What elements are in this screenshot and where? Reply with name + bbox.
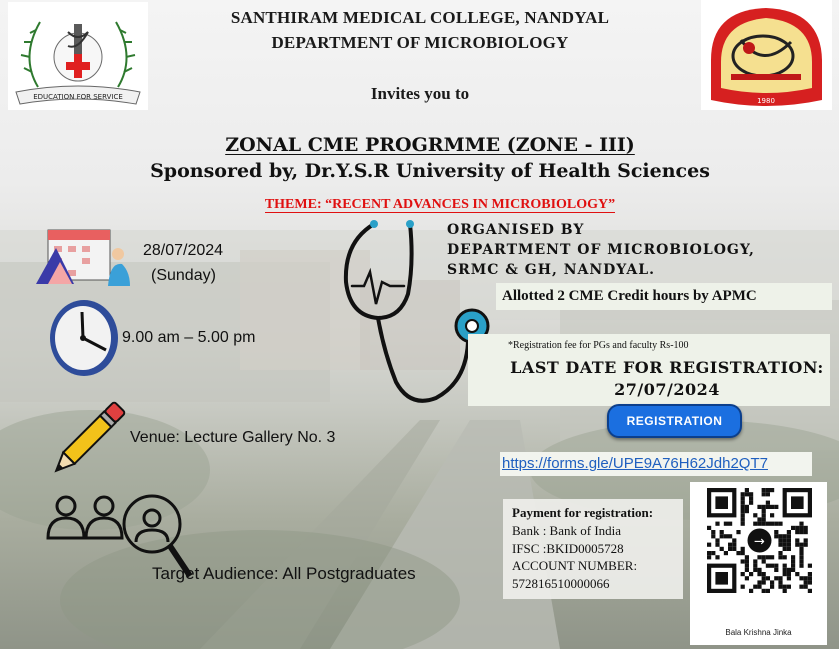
calendar-icon <box>34 226 138 288</box>
qr-code[interactable] <box>690 482 827 622</box>
college-motto: EDUCATION FOR SERVICE <box>33 93 123 101</box>
payment-account-number: 572816510000066 <box>512 576 610 591</box>
department-name: DEPARTMENT OF MICROBIOLOGY <box>271 33 569 52</box>
payment-qr-card <box>690 482 827 645</box>
university-logo <box>701 0 832 110</box>
sponsor-line: Sponsored by, Dr.Y.S.R University of Health Sciences <box>150 160 710 182</box>
payment-ifsc: IFSC :BKID0005728 <box>512 541 624 556</box>
event-venue: Venue: Lecture Gallery No. 3 <box>130 429 336 446</box>
registration-fee: *Registration fee for PGs and faculty Rs-100 <box>508 340 689 351</box>
theme-text: THEME: “RECENT ADVANCES IN MICROBIOLOGY” <box>264 197 616 212</box>
payment-account-label: ACCOUNT NUMBER: <box>512 558 638 573</box>
registration-link[interactable]: https://forms.gle/UPE9A76H62Jdh2QT7 <box>500 452 812 476</box>
organiser-block <box>447 220 755 280</box>
last-date-label: LAST DATE FOR REGISTRATION: <box>510 358 824 377</box>
theme-line <box>120 197 760 213</box>
payment-heading: Payment for registration: <box>512 505 654 520</box>
credit-hours: Allotted 2 CME Credit hours by APMC <box>496 283 832 310</box>
svg-text:→: → <box>754 534 765 550</box>
event-time: 9.00 am – 5.00 pm <box>122 329 256 346</box>
qr-payee-name: Bala Krishna Jinka <box>725 628 792 637</box>
organiser-line3: SRMC & GH, NANDYAL. <box>447 262 655 278</box>
registration-button[interactable]: REGISTRATION <box>607 404 742 438</box>
college-name: SANTHIRAM MEDICAL COLLEGE, NANDYAL <box>230 8 610 27</box>
organiser-line1: ORGANISED BY <box>447 222 585 238</box>
target-audience: Target Audience: All Postgraduates <box>152 564 416 583</box>
university-year: 1980 <box>757 97 775 105</box>
organiser-line2: DEPARTMENT OF MICROBIOLOGY, <box>447 242 755 258</box>
college-emblem-icon <box>8 2 148 110</box>
last-date-value: 27/07/2024 <box>614 380 720 399</box>
event-date: 28/07/2024 <box>143 242 224 259</box>
event-title: ZONAL CME PROGRMME (ZONE - III) <box>225 134 635 156</box>
event-day: (Sunday) <box>151 267 216 284</box>
clock-icon <box>46 296 126 380</box>
university-emblem-icon <box>701 0 832 110</box>
pencil-icon <box>46 398 130 480</box>
college-logo <box>8 2 148 110</box>
payment-bank: Bank : Bank of India <box>512 523 622 538</box>
invites-text: Invites you to <box>370 84 470 103</box>
